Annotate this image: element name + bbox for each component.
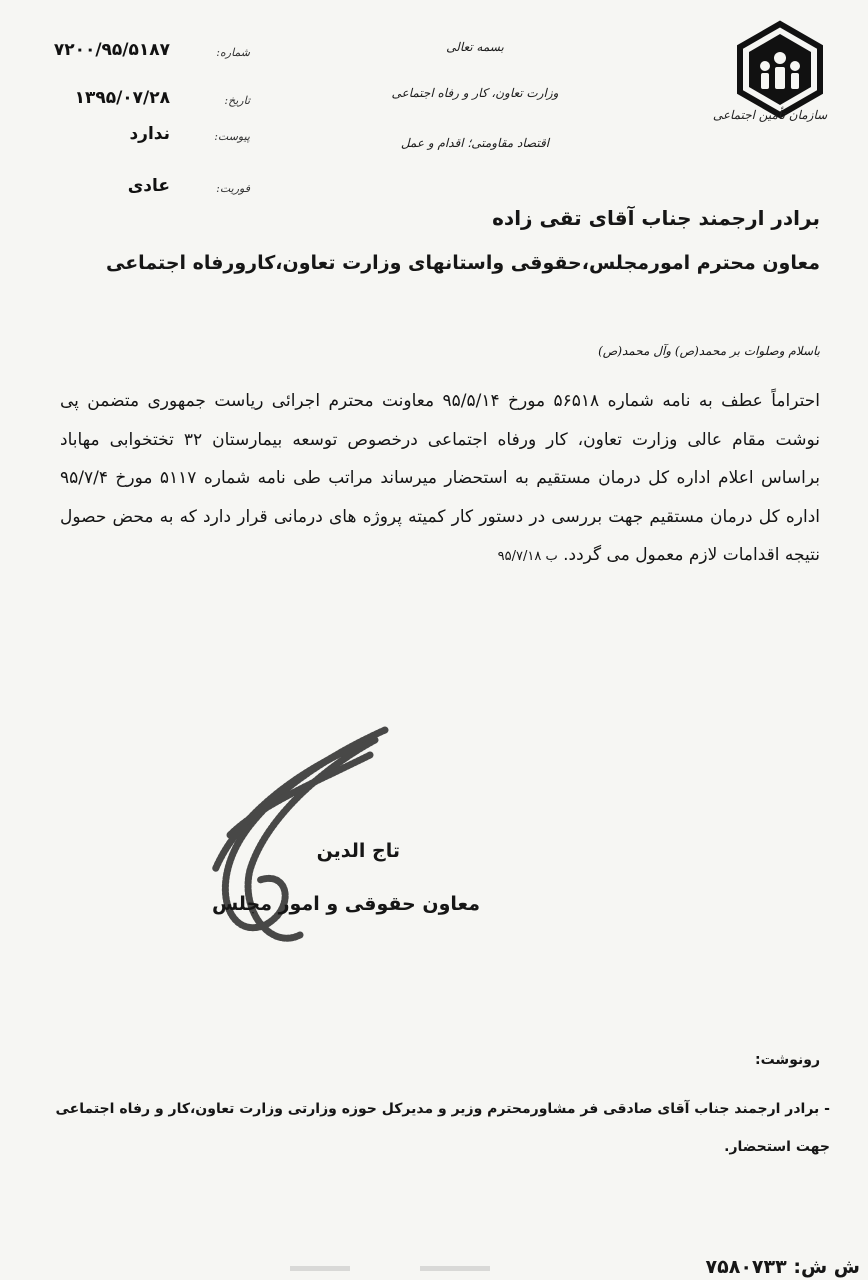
addressee-line: برادر ارجمند جناب آقای تقی زاده (492, 206, 820, 230)
attachment-label: پیوست: (214, 130, 250, 143)
invocation-text: بسمه تعالی (446, 40, 504, 54)
number-value: ۷۲۰۰/۹۵/۵۱۸۷ (53, 40, 170, 60)
footer-faint-print (290, 1262, 490, 1276)
footer-code: ش ش: ۷۵۸۰۷۳۳ (705, 1256, 860, 1278)
addressee-title: معاون محترم امورمجلس،حقوقی واستانهای وزارت تعاون،کارورفاه اجتماعی (105, 252, 820, 274)
signatory-title: معاون حقوقی و امور مجلس (211, 893, 480, 915)
letter-body-text: احتراماً عطف به نامه شماره ۵۶۵۱۸ مورخ ۹۵/۵/۱۴ معاونت محترم اجرائی ریاست جمهوری متضمن پی نوشت مقام عالی وزارت تعاون، کار ورفاه اجتماعی درخصوص توسعه بیمارستان ۳۲ تختخوابی مهاباد براساس اعلام اداره کل درمان مستقیم به استحضار میرساند مراتب طی نامه شماره ۵۱۱۷ مورخ ۹۵/۷/۴ اداره کل درمان مستقیم جهت بررسی در دستور کار کمیته پروژه های درمانی قرار دارد که به محض حصول نتیجه اقدامات لازم معمول می گردد. (60, 391, 820, 565)
letter-body (60, 382, 820, 577)
priority-value: عادی (127, 176, 170, 196)
salutation: باسلام وصلوات بر محمد(ص) وآل محمد(ص) (598, 344, 820, 358)
cc-heading: رونوشت: (755, 1052, 820, 1068)
date-value: ۱۳۹۵/۰۷/۲۸ (74, 88, 170, 108)
attachment-value: ندارد (129, 124, 170, 144)
number-label: شماره: (216, 46, 250, 59)
signatory-name: تاج الدین (316, 840, 400, 862)
org-caption: سازمان تأمین اجتماعی (712, 108, 828, 122)
motto-text: اقتصاد مقاومتی؛ اقدام و عمل (400, 136, 550, 150)
cc-text: - برادر ارجمند جناب آقای صادقی فر مشاورمحترم وزیر و مدیرکل حوزه وزارتی وزارت تعاون،کار و رفاه اجتماعی جهت استحضار. (55, 1101, 830, 1155)
date-label: تاریخ: (224, 94, 250, 107)
ministry-text: وزارت تعاون، کار و رفاه اجتماعی (391, 86, 559, 100)
priority-label: فوریت: (216, 182, 250, 195)
body-date-note: ب ۹۵/۷/۱۸ (497, 549, 558, 564)
